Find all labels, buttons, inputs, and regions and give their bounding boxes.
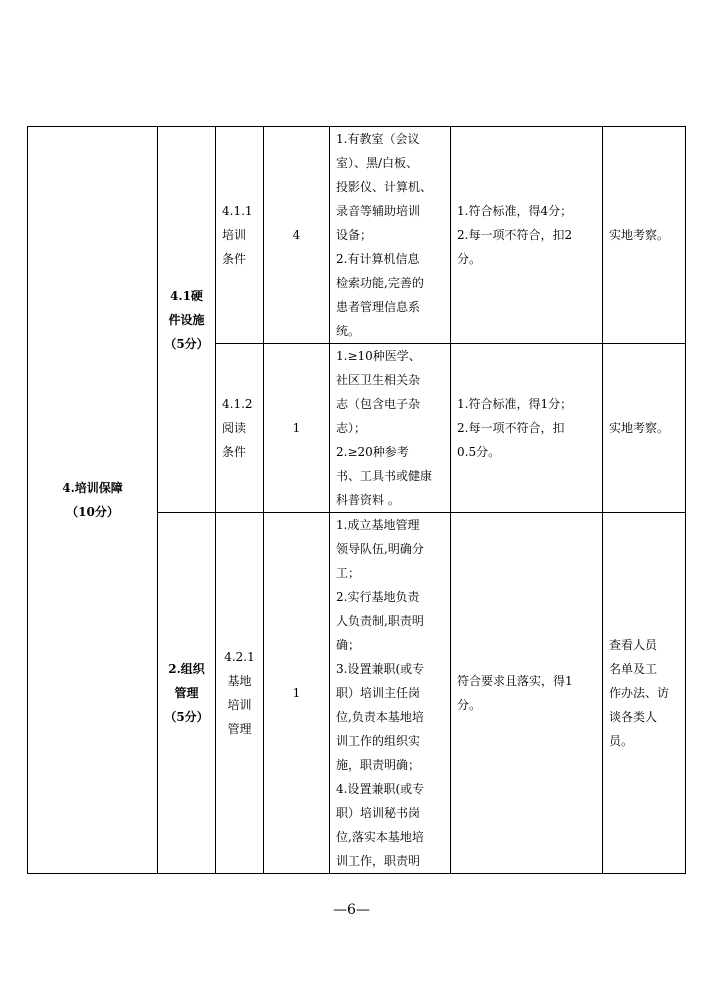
score-cell: 1 bbox=[264, 513, 330, 874]
criteria-cell: 1.符合标准，得1分； 2.每一项不符合，扣 0.5分。 bbox=[451, 344, 603, 513]
content-cell: 1.≥10种医学、 社区卫生相关杂 志（包含电子杂 志）； 2.≥20种参考 书、工具书或健康 科普资料 。 bbox=[330, 344, 451, 513]
item-cell: 4.2.1 基地 培训 管理 bbox=[216, 513, 264, 874]
section-cell: 4.培训保障 （10分） bbox=[28, 127, 158, 874]
group-title-cell: 4.1硬 件设施 （5分） bbox=[158, 127, 216, 513]
criteria-cell: 1.符合标准，得4分； 2.每一项不符合，扣2 分。 bbox=[451, 127, 603, 344]
content-cell: 1.成立基地管理 领导队伍,明确分 工； 2.实行基地负责 人负责制,职责明 确； 3.设置兼职(或专 职）培训主任岗 位,负责本基地培 训工作的组织实 施，职责明确； 4.设置兼职(或专 职）培训秘书岗 位,落实本基地培 训工作，职责明 bbox=[330, 513, 451, 874]
item-cell: 4.1.2 阅读 条件 bbox=[216, 344, 264, 513]
table-row bbox=[28, 127, 686, 344]
method-cell: 实地考察。 bbox=[603, 127, 686, 344]
item-cell: 4.1.1 培训 条件 bbox=[216, 127, 264, 344]
evaluation-table bbox=[27, 126, 686, 874]
method-cell: 实地考察。 bbox=[603, 344, 686, 513]
page-number: —6— bbox=[333, 902, 370, 918]
score-cell: 4 bbox=[264, 127, 330, 344]
method-cell: 查看人员 名单及工 作办法、访 谈各类人 员。 bbox=[603, 513, 686, 874]
score-cell: 1 bbox=[264, 344, 330, 513]
criteria-cell: 符合要求且落实，得1 分。 bbox=[451, 513, 603, 874]
group-title-cell: 2.组织 管理 （5分） bbox=[158, 513, 216, 874]
content-cell: 1.有教室（会议 室）、黑/白板、 投影仪、计算机、 录音等辅助培训 设备； 2.有计算机信息 检索功能,完善的 患者管理信息系 统。 bbox=[330, 127, 451, 344]
